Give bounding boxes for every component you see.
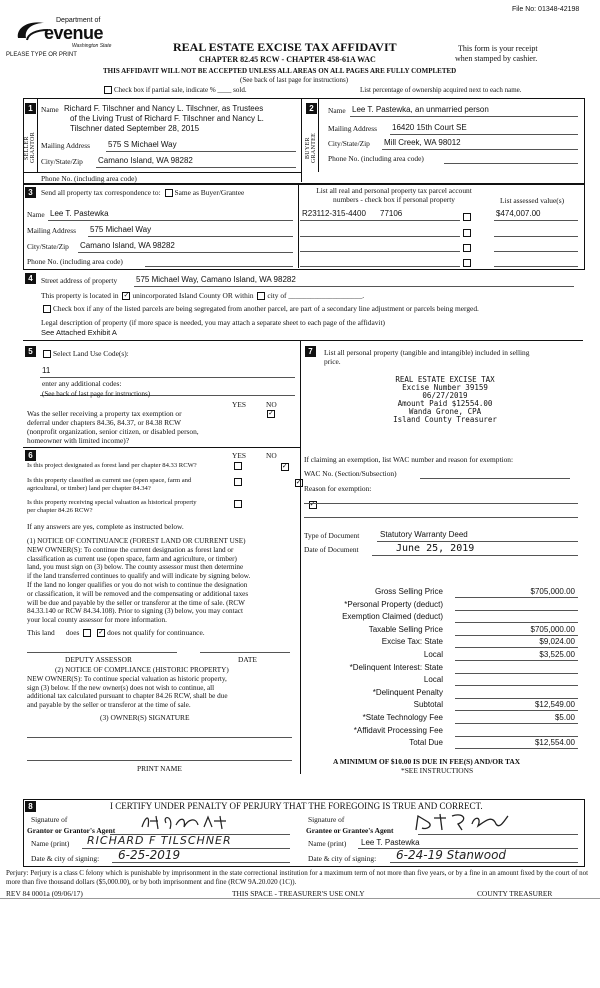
additional-codes-label: enter any additional codes:: [42, 379, 122, 388]
totals-label: Local: [423, 650, 443, 659]
list-percent-text: List percentage of ownership acquired next to each name.: [360, 86, 522, 94]
form-chapter: CHAPTER 82.45 RCW - CHAPTER 458-61A WAC: [199, 55, 376, 64]
treasurer-stamp: REAL ESTATE EXCISE TAX Excise Number 39159 06/27/2019 Amount Paid $12554.00 Wanda Grone, CPA Island County Treasurer: [393, 375, 497, 424]
forest-yes-checkbox[interactable]: [234, 462, 242, 470]
logo-dept: Department of: [56, 17, 101, 24]
section-1-number: 1: [25, 103, 36, 114]
minimum-fee-text: A MINIMUM OF $10.00 IS DUE IN FEE(S) AND/OR TAX: [333, 757, 521, 766]
totals-label: *Delinquent Penalty: [372, 688, 443, 697]
totals-label: Taxable Selling Price: [368, 625, 443, 634]
seller-phone-label: Phone No. (including area code): [41, 174, 137, 183]
current-use-yes-checkbox[interactable]: [234, 478, 242, 486]
seller-city-label: City/State/Zip: [41, 157, 83, 166]
seller-name-1[interactable]: Richard F. Tilschner and Nancy L. Tilschner, as Trustees: [64, 104, 264, 113]
section-7-number: 7: [305, 346, 316, 357]
grantee-date-label: Date & city of signing:: [308, 854, 377, 863]
totals-label: *Affidavit Processing Fee: [353, 726, 443, 735]
sec6-yes-label: YES: [232, 451, 246, 460]
doc-type-label: Type of Document: [304, 531, 360, 540]
receipt-note-2: when stamped by cashier.: [455, 54, 538, 63]
tax-mailing-label: Mailing Address: [27, 226, 77, 235]
print-name-label: PRINT NAME: [137, 764, 182, 773]
forest-question: Is this project designated as forest land per chapter 84.33 RCW?: [27, 462, 197, 469]
totals-label: Subtotal: [413, 700, 443, 709]
section-2-number: 2: [306, 103, 317, 114]
land-use-see-back: (See back of last page for instructions): [42, 390, 151, 398]
seller-name-2[interactable]: of the Living Trust of Richard F. Tilschner and Nancy L.: [70, 114, 264, 123]
street-value[interactable]: 575 Michael Way, Camano Island, WA 98282: [136, 275, 296, 284]
assessed-header: List assessed value(s): [500, 196, 565, 205]
totals-label: *Personal Property (deduct): [344, 600, 443, 609]
partial-sale-row: Check box if partial sale, indicate % ____ sold.: [102, 86, 247, 94]
perjury-notice: Perjury: Perjury is a class C felony which is punishable by imprisonment in the state correctional institution for a maximum term of not more than five years, or by a fine in an amount fixed by the court of not more than five thousand dollars ($5,000.00), or by both imprisonment and fine (RCW 9A.20.020 (1C)).: [6, 869, 589, 886]
grantor-name-label: Name (print): [31, 839, 70, 848]
doc-type-value[interactable]: Statutory Warranty Deed: [380, 530, 468, 539]
seller-name-3[interactable]: Tilschner dated September 28, 2015: [70, 124, 200, 133]
grantor-signature-label: Signature of: [31, 815, 68, 824]
historic-question: Is this property receiving special valuation as historical property per chapter 84.26 RCW?: [27, 499, 197, 514]
sec5-yes-label: YES: [232, 400, 246, 409]
partial-sale-checkbox[interactable]: [104, 86, 112, 94]
receipt-note-1: This form is your receipt: [458, 44, 538, 53]
totals-value[interactable]: $9,024.00: [539, 637, 575, 646]
grantee-signature-scribble-icon: [412, 812, 512, 834]
notice-compliance: (2) NOTICE OF COMPLIANCE (HISTORIC PROPERTY) NEW OWNER(S): To continue special valuation as historic property, sign (3) below. If the new owner(s) does not wish to continue, all additional tax calculated pursuant to chapter 84.26 RCW, shall be due and payable by the seller or transferor at the time of sale.: [27, 666, 229, 710]
logo-word: evenue: [44, 23, 104, 43]
sec6-no-label: NO: [266, 451, 277, 460]
totals-value[interactable]: $705,000.00: [530, 587, 575, 596]
footer-rev: REV 84 0001a (09/06/17): [6, 889, 83, 898]
section-8-number: 8: [25, 801, 36, 812]
sec5-no-label: NO: [266, 400, 277, 409]
within-city-checkbox[interactable]: [257, 292, 265, 300]
seller-city-value[interactable]: Camano Island, WA 98282: [98, 156, 193, 165]
unincorporated-checkbox[interactable]: ✓: [123, 291, 130, 300]
exemption-question: Was the seller receiving a property tax exemption or deferral under chapters 84.36, 84.37, or 84.38 RCW (nonprofit organization, senior citizen, or disabled person, homeowner with limited income)?: [27, 409, 199, 445]
totals-label: Gross Selling Price: [374, 587, 443, 596]
exemption-wac-label: If claiming an exemption, list WAC number and reason for exemption:: [304, 455, 514, 464]
seller-mailing-label: Mailing Address: [41, 141, 91, 150]
land-use-label: Select Land Use Code(s):: [41, 349, 129, 358]
form-title: REAL ESTATE EXCISE TAX AFFIDAVIT: [173, 40, 397, 54]
seller-side-label: SELLER GRANTOR: [24, 132, 36, 164]
legal-description-label: Legal description of property (if more space is needed, you may attach a separate sheet to each page of the affidavit): [41, 318, 385, 327]
grantee-name-value[interactable]: Lee T. Pastewka: [361, 838, 420, 847]
seller-mailing-value[interactable]: 575 S Michael Way: [108, 140, 177, 149]
does-not-qualify-checkbox[interactable]: ✓: [98, 628, 105, 637]
totals-label: *State Technology Fee: [362, 713, 443, 722]
send-correspondence-row: Send all property tax correspondence to: Same as Buyer/Grantee: [41, 188, 245, 197]
see-instructions-text: *SEE INSTRUCTIONS: [401, 766, 474, 775]
totals-value[interactable]: $12,549.00: [534, 700, 575, 709]
grantee-signature-label: Signature of: [308, 815, 345, 824]
owner-signature-label: (3) OWNER(S) SIGNATURE: [100, 713, 190, 722]
parcel-2-checkbox[interactable]: [463, 229, 471, 237]
tax-name-value[interactable]: Lee T. Pastewka: [50, 209, 109, 218]
sec5-no-checkbox[interactable]: ✓: [268, 409, 274, 418]
parcel-4-checkbox[interactable]: [463, 259, 471, 267]
totals-label: Exemption Claimed (deduct): [342, 612, 443, 621]
grantor-name-value[interactable]: RICHARD F TILSCHNER: [87, 834, 232, 847]
assessed-value-1[interactable]: $474,007.00: [496, 209, 541, 218]
parcel-sub-1[interactable]: 77106: [380, 209, 403, 218]
historic-no-checkbox[interactable]: ✓: [309, 500, 316, 509]
forest-no-checkbox[interactable]: ✓: [281, 462, 288, 471]
buyer-name-label: Name: [328, 106, 346, 115]
grantor-signature-scribble-icon: [140, 813, 240, 833]
totals-label: Excise Tax: State: [381, 637, 443, 646]
current-use-no-checkbox[interactable]: ✓: [295, 478, 302, 487]
buyer-name-value[interactable]: Lee T. Pastewka, an unmarried person: [352, 105, 489, 114]
certify-statement: I CERTIFY UNDER PENALTY OF PERJURY THAT THE FOREGOING IS TRUE AND CORRECT.: [110, 801, 483, 811]
personal-property-label: List all personal property (tangible and intangible) included in selling price.: [324, 348, 530, 366]
seller-name-label: Name: [41, 105, 59, 114]
tax-mailing-value[interactable]: 575 Michael Way: [90, 225, 152, 234]
buyer-side-label: BUYER GRANTEE: [305, 132, 317, 164]
parcel-3-checkbox[interactable]: [463, 244, 471, 252]
grantor-date-label: Date & city of signing:: [31, 854, 100, 863]
file-number: File No: 01348-42198: [512, 6, 580, 13]
totals-value[interactable]: $3,525.00: [539, 650, 575, 659]
totals-value[interactable]: $5.00: [554, 713, 575, 722]
tax-name-label: Name: [27, 210, 45, 219]
tax-city-label: City/State/Zip: [27, 242, 69, 251]
notice-continuance: (1) NOTICE OF CONTINUANCE (FOREST LAND OR CURRENT USE) NEW OWNER(S): To continue the current designation as forest land or classification as current use (open space, farm and agriculture, or timber) land, you must sign on (3) below. The county assessor must then determine if the land transferred continues to qualify and will indicate by signing below. If the land no longer qualifies or you do not wish to continue the designation or classification, it will be removed and the compensating or additional taxes will be due and payable by the seller or transferor at the time of sale. (RCW 84.33.140 or RCW 84.34.108). Prior to signing (3) below, you may contact your local county assessor for more information.: [27, 537, 251, 625]
buyer-city-label: City/State/Zip: [328, 139, 370, 148]
footer-county-treasurer: COUNTY TREASURER: [477, 889, 553, 898]
current-use-question: Is this property classified as current use (open space, farm and agricultural, or timber) land per chapter 84.34?: [27, 477, 192, 492]
deputy-date-label: DATE: [238, 655, 257, 664]
tax-city-value[interactable]: Camano Island, WA 98282: [80, 241, 175, 250]
parcel-header: List all real and personal property tax parcel account numbers - check box if personal property: [316, 186, 472, 204]
buyer-mailing-value[interactable]: 16420 15th Court SE: [392, 123, 467, 132]
land-use-checkbox[interactable]: [43, 350, 51, 358]
logo-state: Washington State: [72, 43, 112, 49]
legal-description-value[interactable]: See Attached Exhibit A: [41, 328, 117, 337]
buyer-mailing-label: Mailing Address: [328, 124, 378, 133]
grantee-agent-label: Grantee or Grantee's Agent: [306, 826, 394, 835]
street-label: Street address of property: [41, 276, 118, 285]
same-as-buyer-checkbox[interactable]: [165, 189, 173, 197]
totals-label: *Delinquent Interest: State: [349, 663, 443, 672]
grantor-agent-label: Grantor or Grantor's Agent: [27, 826, 116, 835]
located-row: This property is located in ✓ unincorporated Island County OR within city of ____________________.: [41, 291, 365, 300]
does-qualify-checkbox[interactable]: [83, 629, 91, 637]
grantee-name-label: Name (print): [308, 839, 347, 848]
totals-label: Total Due: [409, 738, 443, 747]
historic-yes-checkbox[interactable]: [234, 500, 242, 508]
if-any-yes-text: If any answers are yes, complete as instructed below.: [27, 522, 184, 531]
warning-text: THIS AFFIDAVIT WILL NOT BE ACCEPTED UNLESS ALL AREAS ON ALL PAGES ARE FULLY COMPLETED: [103, 67, 457, 75]
section-5-number: 5: [25, 346, 36, 357]
buyer-phone-label: Phone No. (including area code): [328, 154, 424, 163]
please-type: PLEASE TYPE OR PRINT: [6, 52, 77, 58]
footer-treasurer-use: THIS SPACE - TREASURER'S USE ONLY: [232, 889, 365, 898]
section-4-number: 4: [25, 273, 36, 284]
parcel-number-1[interactable]: R23112-315-4400: [302, 209, 366, 218]
section-6-number: 6: [25, 450, 36, 461]
totals-value[interactable]: $705,000.00: [530, 625, 575, 634]
grantee-date-value[interactable]: 6-24-19 Stanwood: [396, 848, 507, 862]
segregated-checkbox[interactable]: [43, 305, 51, 313]
tax-phone-label: Phone No. (including area code): [27, 257, 123, 266]
reason-label: Reason for exemption:: [304, 484, 372, 493]
buyer-city-value[interactable]: Mill Creek, WA 98012: [384, 138, 461, 147]
see-back-text: (See back of last page for instructions): [240, 76, 349, 84]
grantor-date-value[interactable]: 6-25-2019: [118, 848, 181, 862]
land-use-code[interactable]: 11: [42, 366, 51, 375]
doc-date-label: Date of Document: [304, 545, 359, 554]
totals-label: Local: [423, 675, 443, 684]
qualify-row: This land does ✓ does not qualify for continuance.: [27, 628, 205, 637]
segregated-row: Check box if any of the listed parcels are being segregated from another parcel, are part of a secondary line adjustment or parcels being merged.: [41, 304, 479, 313]
doc-date-value[interactable]: June 25, 2019: [396, 543, 475, 554]
deputy-assessor-label: DEPUTY ASSESSOR: [65, 655, 132, 664]
wac-number-label: WAC No. (Section/Subsection): [304, 469, 397, 478]
parcel-1-checkbox[interactable]: [463, 213, 471, 221]
totals-value[interactable]: $12,554.00: [534, 738, 575, 747]
section-3-number: 3: [25, 187, 36, 198]
